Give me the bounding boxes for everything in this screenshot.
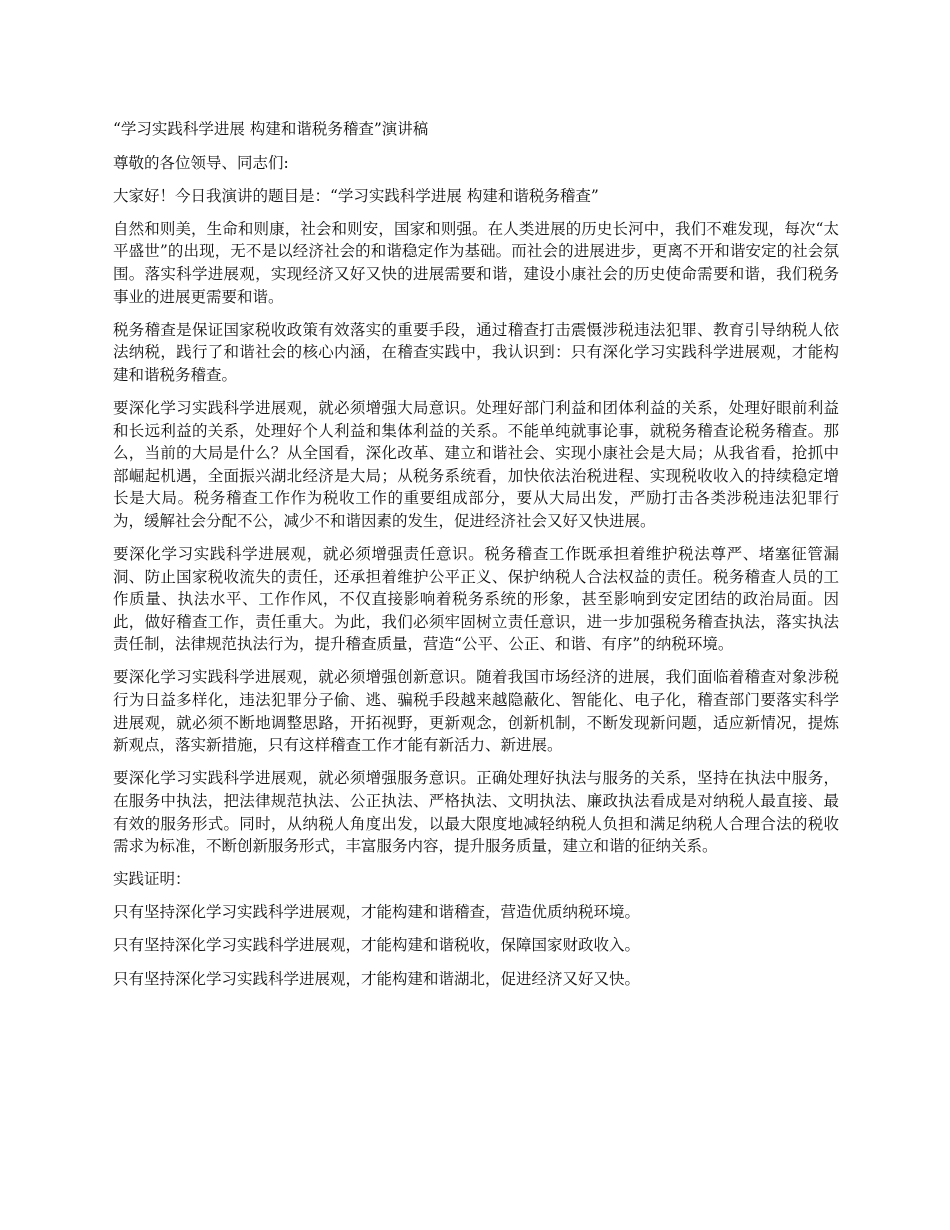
practice-proves-heading: 实践证明：	[113, 870, 191, 889]
paragraph-service-awareness: 要深化学习实践科学进展观，就必须增强服务意识。正确处理好执法与服务的关系，坚持在执法中服务，在服务中执法，把法律规范执法、公正执法、严格执法、文明执法、廉政执法看成是对纳税人最直接、最有效的服务形式。同时，从纳税人角度出发，以最大限度地减轻纳税人负担和满足纳税人合理合法的税收需求为标准，不断创新服务形式，丰富服务内容，提升服务质量，建立和谐的征纳关系。	[113, 769, 839, 856]
paragraph-responsibility-awareness: 要深化学习实践科学进展观，就必须增强责任意识。税务稽查工作既承担着维护税法尊严、堵塞征管漏洞、防止国家税收流失的责任，还承担着维护公平正义、保护纳税人合法权益的责任。税务稽查人员的工作质量、执法水平、工作作风，不仅直接影响着税务系统的形象，甚至影响到安定团结的政治局面。因此，做好稽查工作，责任重大。为此，我们必须牢固树立责任意识，进一步加强税务稽查执法，落实执法责任制，法律规范执法行为，提升稽查质量，营造“公平、公正、和谐、有序”的纳税环境。	[113, 545, 839, 654]
document-title: “学习实践科学进展 构建和谐税务稽查”演讲稿	[113, 120, 429, 138]
paragraph-tax-inspection: 税务稽查是保证国家税收政策有效落实的重要手段，通过稽查打击震慑涉税违法犯罪、教育引导纳税人依法纳税，践行了和谐社会的核心内涵，在稽查实践中，我认识到：只有深化学习实践科学进展观，才能构建和谐税务稽查。	[113, 320, 839, 384]
paragraph-harmony: 自然和则美，生命和则康，社会和则安，国家和则强。在人类进展的历史长河中，我们不难发现，每次“太平盛世”的出现，无不是以经济社会的和谐稳定作为基础。而社会的进展进步，更离不开和谐安定的社会氛围。落实科学进展观，实现经济又好又快的进展需要和谐，建设小康社会的历史使命需要和谐，我们税务事业的进展更需要和谐。	[113, 219, 839, 306]
greeting: 大家好！今日我演讲的题目是：“学习实践科学进展 构建和谐税务稽查”	[113, 186, 599, 205]
conclusion-line-2: 只有坚持深化学习实践科学进展观，才能构建和谐税收，保障国家财政收入。	[113, 936, 641, 955]
paragraph-innovation-awareness: 要深化学习实践科学进展观，就必须增强创新意识。随着我国市场经济的进展，我们面临着稽查对象涉税行为日益多样化，违法犯罪分子偷、逃、骗税手段越来越隐蔽化、智能化、电子化，稽查部门要落实科学进展观，就必须不断地调整思路，开拓视野，更新观念，创新机制，不断发现新问题，适应新情况，提炼新观点，落实新措施，只有这样稽查工作才能有新活力、新进展。	[113, 668, 839, 755]
paragraph-overall-awareness: 要深化学习实践科学进展观，就必须增强大局意识。处理好部门利益和团体利益的关系，处理好眼前利益和长远利益的关系，处理好个人利益和集体利益的关系。不能单纯就事论事，就税务稽查论税务稽查。那么，当前的大局是什么？从全国看，深化改革、建立和谐社会、实现小康社会是大局；从我省看，抢抓中部崛起机遇，全面振兴湖北经济是大局；从税务系统看，加快依法治税进程、实现税收收入的持续稳定增长是大局。税务稽查工作作为税收工作的重要组成部分，要从大局出发，严励打击各类涉税违法犯罪行为，缓解社会分配不公，减少不和谐因素的发生，促进经济社会又好又快进展。	[113, 398, 839, 530]
document-body	[113, 118, 839, 1001]
conclusion-line-3: 只有坚持深化学习实践科学进展观，才能构建和谐湖北，促进经济又好又快。	[113, 969, 641, 988]
salutation: 尊敬的各位领导、同志们:	[113, 153, 289, 172]
conclusion-line-1: 只有坚持深化学习实践科学进展观，才能构建和谐稽查，营造优质纳税环境。	[113, 903, 641, 922]
